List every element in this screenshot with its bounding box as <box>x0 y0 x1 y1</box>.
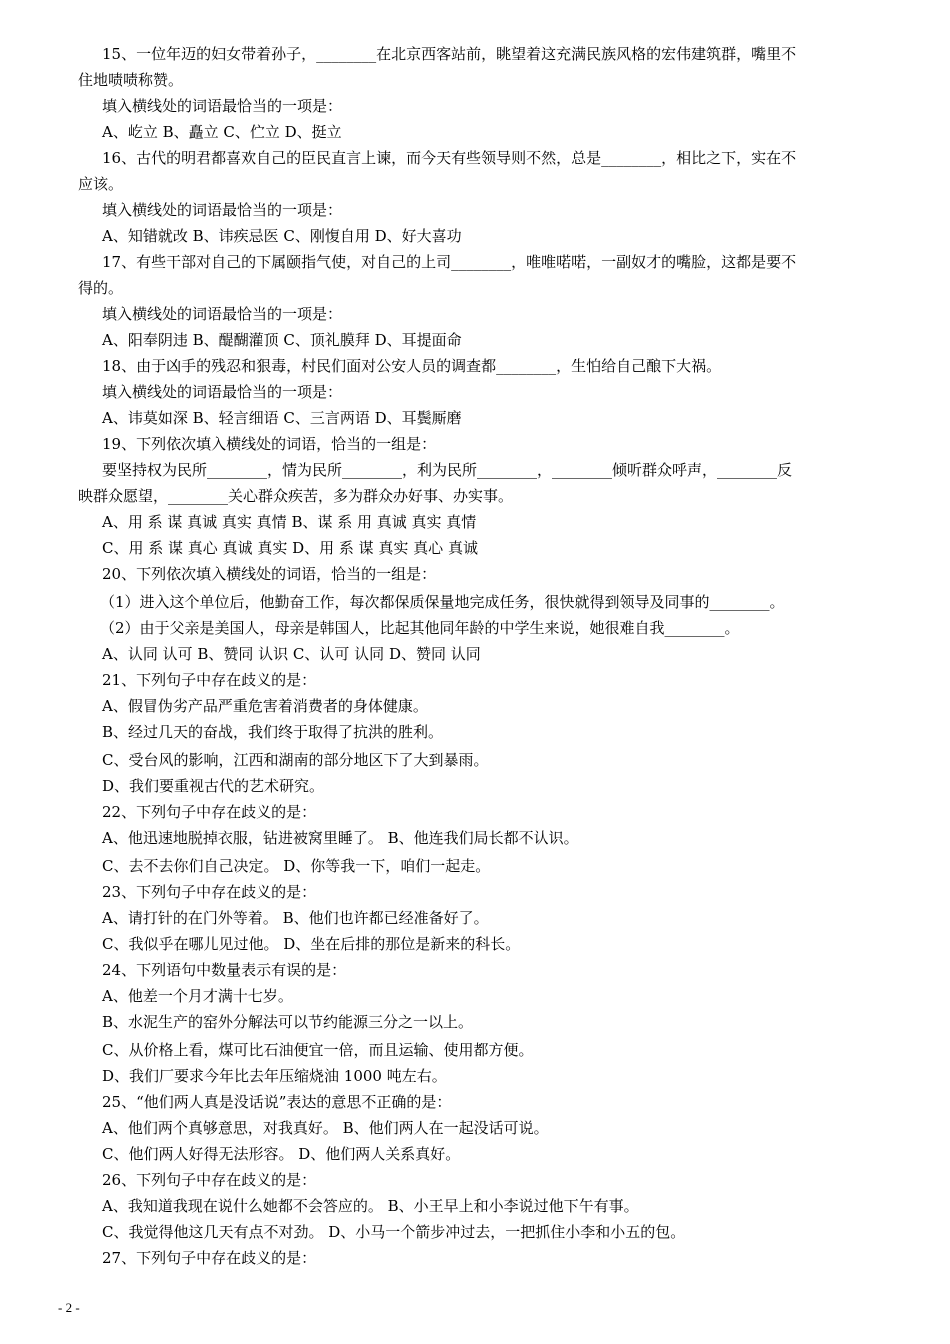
text-line: 填入横线处的词语最恰当的一项是： <box>102 97 343 115</box>
text-line: 应该。 <box>78 175 124 193</box>
text-line: A、我知道我现在说什么她都不会答应的。 B、小王早上和小李说过他下午有事。 <box>102 1197 639 1215</box>
text-line: C、去不去你们自己决定。 D、你等我一下，咱们一起走。 <box>102 857 491 875</box>
text-line: 18、由于凶手的残忍和狠毒，村民们面对公安人员的调查都________，生怕给自己酿下大祸。 <box>102 357 722 375</box>
text-line: C、用 系 谋 真心 真诚 真实 D、用 系 谋 真实 真心 真诚 <box>102 539 478 557</box>
text-line: D、我们厂要求今年比去年压缩烧油 1000 吨左右。 <box>102 1067 447 1085</box>
text-line: 24、下列语句中数量表示有误的是： <box>102 961 347 979</box>
text-line: A、讳莫如深 B、轻言细语 C、三言两语 D、耳鬓厮磨 <box>102 409 462 427</box>
text-line: 23、下列句子中存在歧义的是： <box>102 883 317 901</box>
text-line: 15、一位年迈的妇女带着孙子，________在北京西客站前，眺望着这充满民族风格的宏伟建筑群，嘴里不 <box>102 45 797 63</box>
text-line: 映群众愿望，________关心群众疾苦，多为群众办好事、办实事。 <box>78 487 514 505</box>
text-line: 20、下列依次填入横线处的词语，恰当的一组是： <box>102 565 437 583</box>
text-line: A、他们两个真够意思，对我真好。 B、他们两人在一起没话可说。 <box>102 1119 549 1137</box>
text-line: 要坚持权为民所________，情为民所________，利为民所________，________倾听群众呼声，________反 <box>102 461 793 479</box>
text-line: C、从价格上看，煤可比石油便宜一倍，而且运输、使用都方便。 <box>102 1041 534 1059</box>
text-line: 填入横线处的词语最恰当的一项是： <box>102 305 343 323</box>
text-line: 住地啧啧称赞。 <box>78 71 184 89</box>
text-line: B、水泥生产的窑外分解法可以节约能源三分之一以上。 <box>102 1013 474 1031</box>
text-line: 21、下列句子中存在歧义的是： <box>102 671 317 689</box>
text-line: A、他差一个月才满十七岁。 <box>102 987 293 1005</box>
text-line: 27、下列句子中存在歧义的是： <box>102 1249 317 1267</box>
text-line: A、用 系 谋 真诚 真实 真情 B、谋 系 用 真诚 真实 真情 <box>102 513 477 531</box>
text-line: A、假冒伪劣产品严重危害着消费者的身体健康。 <box>102 697 428 715</box>
text-line: A、屹立 B、矗立 C、伫立 D、挺立 <box>102 123 342 141</box>
text-line: 填入横线处的词语最恰当的一项是： <box>102 383 343 401</box>
text-line: 得的。 <box>78 279 124 297</box>
text-line: A、认同 认可 B、赞同 认识 C、认可 认同 D、赞同 认同 <box>102 645 481 663</box>
text-line: （2）由于父亲是美国人，母亲是韩国人，比起其他同年龄的中学生来说，她很难自我________。 <box>100 619 740 637</box>
text-line: A、他迅速地脱掉衣服，钻进被窝里睡了。 B、他连我们局长都不认识。 <box>102 829 579 847</box>
text-line: C、我觉得他这几天有点不对劲。 D、小马一个箭步冲过去，一把抓住小李和小五的包。 <box>102 1223 686 1241</box>
text-line: C、他们两人好得无法形容。 D、他们两人关系真好。 <box>102 1145 461 1163</box>
text-line: C、我似乎在哪儿见过他。 D、坐在后排的那位是新来的科长。 <box>102 935 521 953</box>
text-line: 填入横线处的词语最恰当的一项是： <box>102 201 343 219</box>
text-line: C、受台风的影响，江西和湖南的部分地区下了大到暴雨。 <box>102 751 489 769</box>
text-line: 25、“他们两人真是没话说”表达的意思不正确的是： <box>102 1093 452 1111</box>
text-line: 19、下列依次填入横线处的词语，恰当的一组是： <box>102 435 437 453</box>
text-line: 16、古代的明君都喜欢自己的臣民直言上谏，而今天有些领导则不然，总是________，相比之下，实在不 <box>102 149 797 167</box>
text-line: A、阳奉阴违 B、醍醐灌顶 C、顶礼膜拜 D、耳提面命 <box>102 331 462 349</box>
text-line: （1）进入这个单位后，他勤奋工作，每次都保质保量地完成任务，很快就得到领导及同事的________。 <box>100 593 785 611</box>
text-line: 26、下列句子中存在歧义的是： <box>102 1171 317 1189</box>
text-line: A、请打针的在门外等着。 B、他们也许都已经准备好了。 <box>102 909 489 927</box>
text-line: B、经过几天的奋战，我们终于取得了抗洪的胜利。 <box>102 723 444 741</box>
text-line: 17、有些干部对自己的下属颐指气使，对自己的上司________，唯唯喏喏，一副奴才的嘴脸，这都是要不 <box>102 253 797 271</box>
text-line: D、我们要重视古代的艺术研究。 <box>102 777 325 795</box>
text-line: A、知错就改 B、讳疾忌医 C、刚愎自用 D、好大喜功 <box>102 227 462 245</box>
text-line: 22、下列句子中存在歧义的是： <box>102 803 317 821</box>
page-number: - 2 - <box>58 1300 80 1315</box>
